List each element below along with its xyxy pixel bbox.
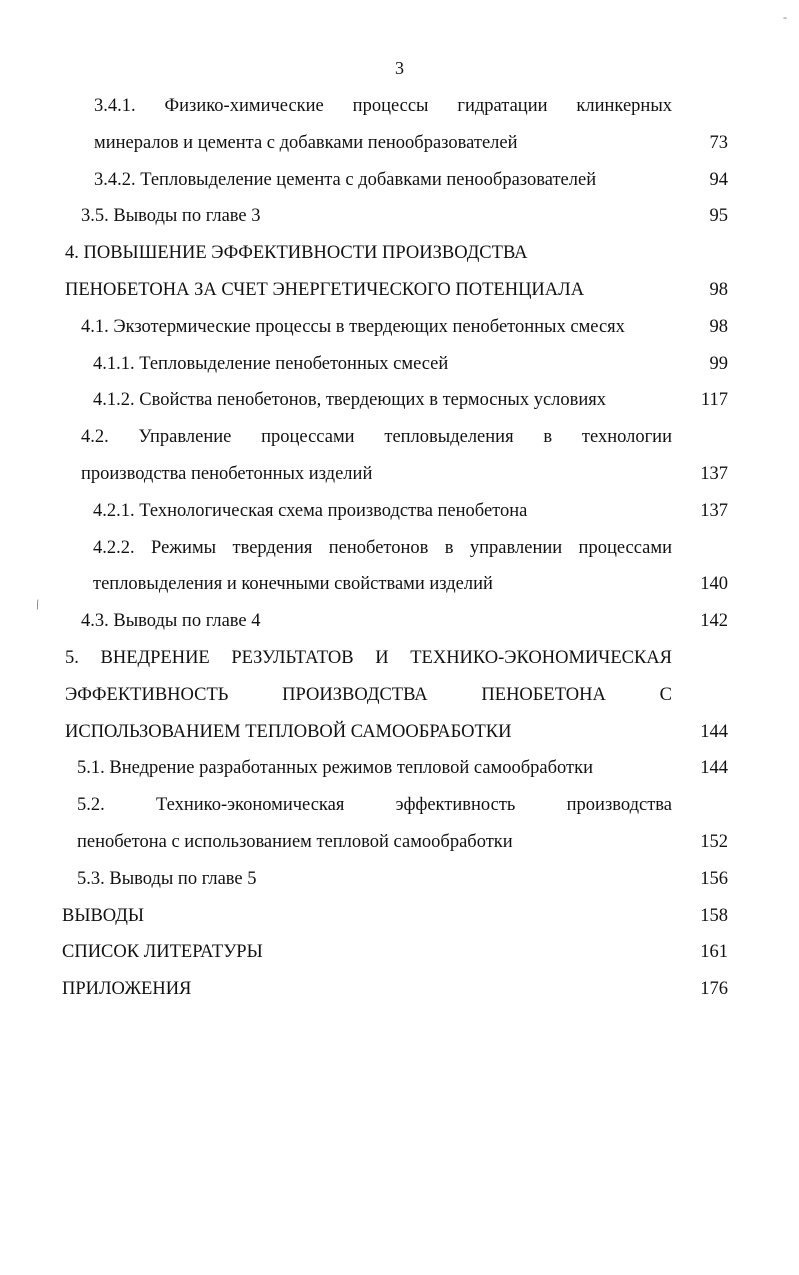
toc-entry-title: тепловыделения и конечными свойствами изделий [93, 574, 493, 595]
toc-entry [0, 493, 799, 530]
toc-entry-title: минералов и цемента с добавками пенообразователей [94, 132, 518, 153]
toc-entry [0, 198, 799, 235]
toc-entry [0, 419, 799, 493]
toc-entry-page: 142 [700, 611, 728, 632]
toc-entry-page: 95 [709, 206, 728, 227]
toc-entry [0, 382, 799, 419]
toc-entry-page: 73 [709, 132, 728, 153]
toc-entry-title: 3.4.2. Тепловыделение цемента с добавками пенообразователей [94, 169, 597, 190]
toc-entry-page: 98 [709, 279, 728, 300]
toc-entry-page: 176 [700, 979, 728, 1000]
toc-entry-title: 3.4.1. Физико-химические процессы гидратации клинкерных [94, 96, 672, 116]
toc-entry-page: 152 [700, 831, 728, 852]
toc-entry-title: 4.2.1. Технологическая схема производства пенобетона [93, 500, 528, 521]
toc-entry-title: 4.2. Управление процессами тепловыделения в технологии [81, 427, 672, 448]
toc-entry-title: 4.1. Экзотермические процессы в твердеющих пенобетонных смесях [81, 316, 625, 337]
table-of-contents [0, 88, 799, 1008]
toc-entry-page: 94 [709, 169, 728, 190]
toc-entry [0, 787, 799, 861]
toc-entry-title: ПРИЛОЖЕНИЯ [62, 979, 192, 1000]
toc-entry-page: 156 [700, 868, 728, 889]
toc-entry-title: 4.3. Выводы по главе 4 [81, 611, 261, 632]
toc-entry-title: пенобетона с использованием тепловой самообработки [77, 831, 513, 852]
toc-entry [0, 88, 799, 162]
toc-entry-page: 144 [700, 758, 728, 779]
toc-entry-title: ЭФФЕКТИВНОСТЬ ПРОИЗВОДСТВА ПЕНОБЕТОНА С [65, 684, 672, 705]
toc-entry-page: 137 [700, 463, 728, 484]
toc-entry-title: СПИСОК ЛИТЕРАТУРЫ [62, 942, 263, 963]
toc-entry-page: 144 [700, 721, 728, 742]
toc-entry-title: 5.2. Технико-экономическая эффективность производства [77, 795, 672, 816]
toc-entry-title: ИСПОЛЬЗОВАНИЕМ ТЕПЛОВОЙ САМООБРАБОТКИ [65, 721, 512, 742]
toc-entry [0, 309, 799, 346]
toc-entry-page: 137 [700, 500, 728, 521]
toc-entry [0, 934, 799, 971]
toc-entry [0, 898, 799, 935]
toc-entry-page: 140 [700, 574, 728, 595]
toc-entry [0, 530, 799, 604]
toc-entry-title: производства пенобетонных изделий [81, 463, 373, 484]
toc-entry-page: 161 [700, 942, 728, 963]
toc-entry [0, 603, 799, 640]
toc-entry-title: 4.2.2. Режимы твердения пенобетонов в управлении процессами [93, 537, 672, 558]
page-number: 3 [395, 58, 404, 78]
toc-entry [0, 750, 799, 787]
toc-entry-title: 4.1.1. Тепловыделение пенобетонных смесей [93, 353, 449, 374]
toc-entry-title: 5.1. Внедрение разработанных режимов тепловой самообработки [77, 758, 594, 779]
toc-entry-title: 4. ПОВЫШЕНИЕ ЭФФЕКТИВНОСТИ ПРОИЗВОДСТВА [65, 243, 528, 264]
toc-entry-title: 4.1.2. Свойства пенобетонов, твердеющих в термосных условиях [93, 390, 607, 411]
toc-entry [0, 346, 799, 383]
toc-entry [0, 235, 799, 309]
toc-entry-title: 5.3. Выводы по главе 5 [77, 868, 257, 889]
toc-entry-title: 3.5. Выводы по главе 3 [81, 206, 261, 227]
toc-entry-page: 98 [709, 316, 728, 337]
toc-entry-title: 5. ВНЕДРЕНИЕ РЕЗУЛЬТАТОВ И ТЕХНИКО-ЭКОНОМИЧЕСКАЯ [65, 647, 672, 668]
margin-mark: / [33, 597, 42, 614]
toc-entry [0, 861, 799, 898]
toc-entry-title: ВЫВОДЫ [62, 905, 145, 926]
toc-entry [0, 162, 799, 199]
corner-mark: - [783, 10, 787, 24]
toc-entry-page: 117 [700, 390, 728, 411]
toc-entry [0, 971, 799, 1008]
toc-entry-title: ПЕНОБЕТОНА ЗА СЧЕТ ЭНЕРГЕТИЧЕСКОГО ПОТЕНЦИАЛА [65, 279, 585, 300]
toc-entry-page: 99 [709, 353, 728, 374]
toc-entry [0, 640, 799, 750]
toc-entry-page: 158 [700, 905, 728, 926]
